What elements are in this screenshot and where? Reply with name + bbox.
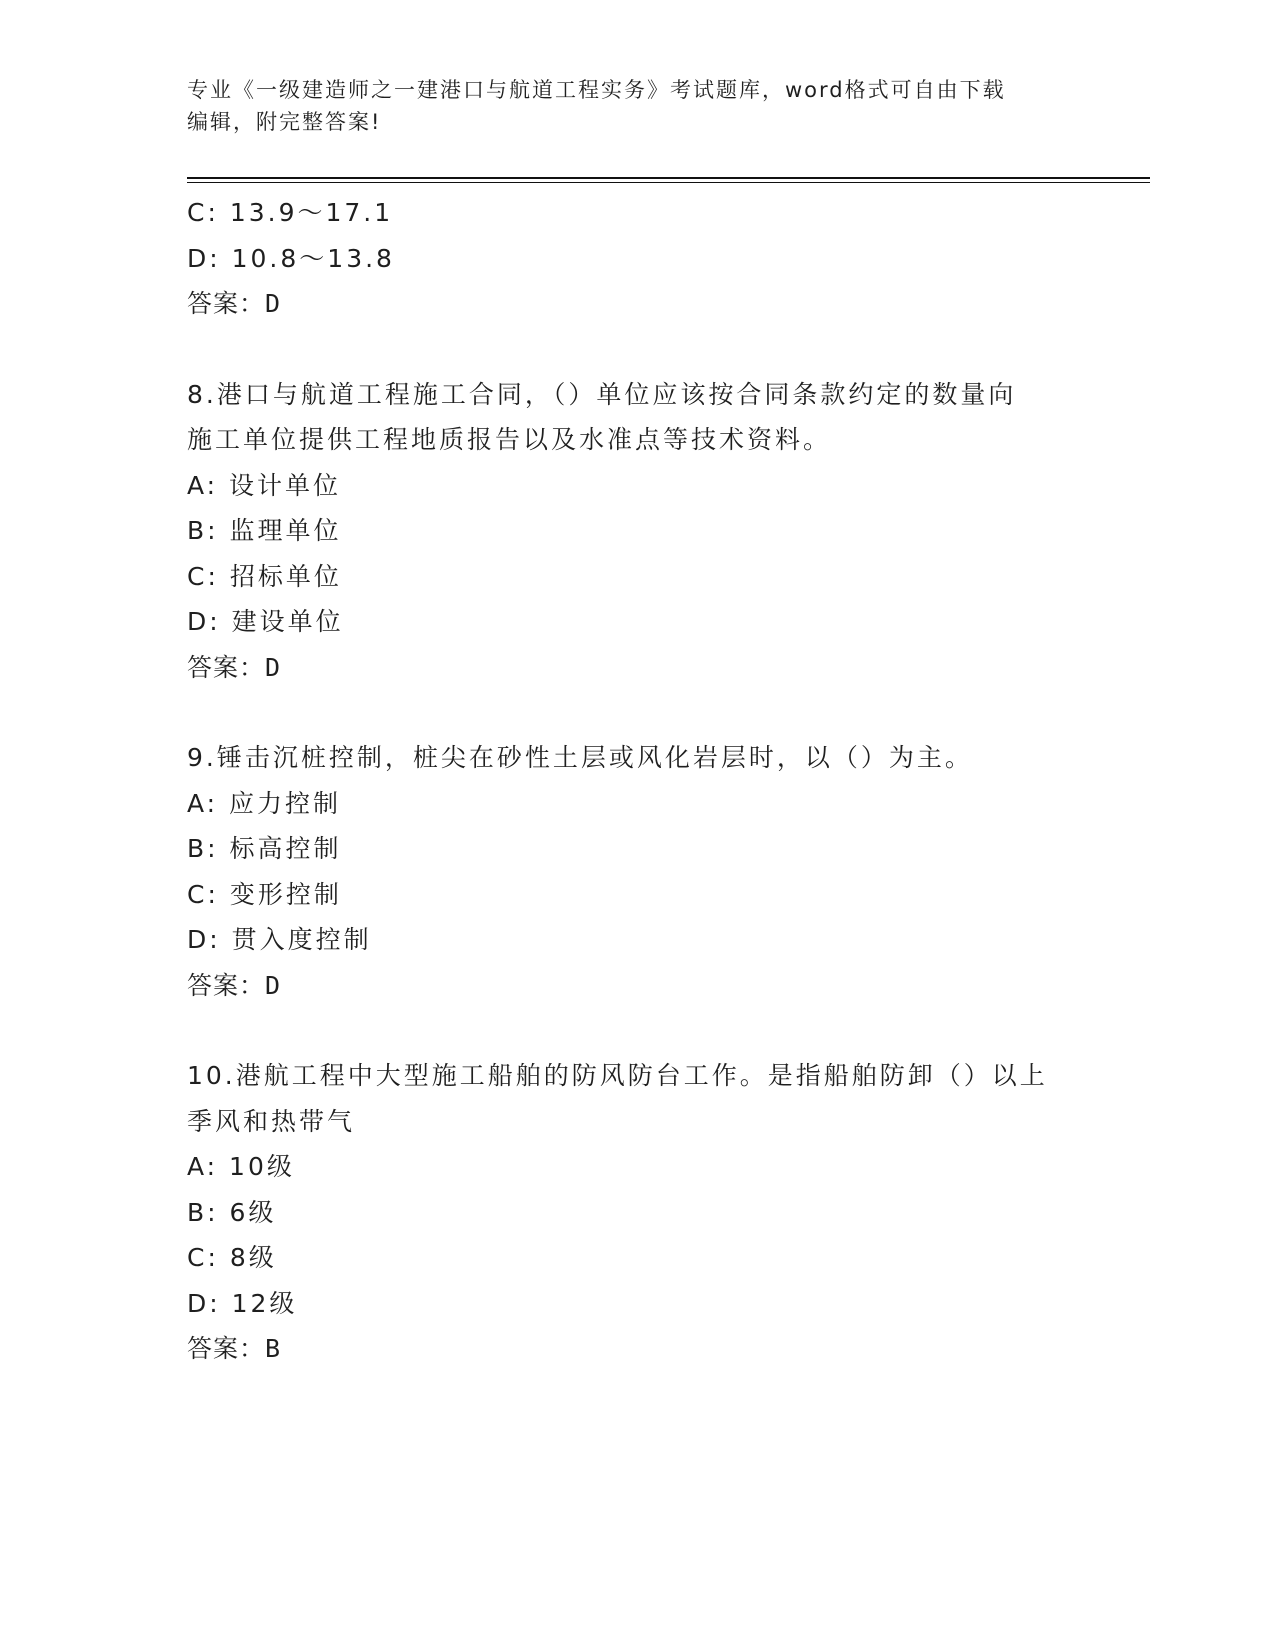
spacer [187, 1008, 1087, 1053]
answer-line: 答案：D [187, 652, 282, 682]
header-divider-thin [187, 182, 1150, 183]
question-stem: 9.锤击沉桩控制，桩尖在砂性土层或风化岩层时，以（）为主。 [187, 743, 973, 772]
answer-line: 答案：D [187, 289, 282, 318]
header-line: 专业《一级建造师之一建港口与航道工程实务》考试题库，word格式可自由下载 [187, 78, 1006, 102]
option-b: B: 监理单位 [187, 516, 342, 545]
answer-line: 答案：B [187, 1334, 282, 1363]
option-a: A: 设计单位 [187, 470, 342, 500]
spacer [187, 327, 1087, 372]
question-stem: 10.港航工程中大型施工船舶的防风防台工作。是指船舶防卸（）以上 [187, 1061, 1048, 1090]
question-stem: 季风和热带气 [187, 1106, 356, 1136]
header-divider-thick [187, 177, 1150, 179]
question-list [187, 190, 1087, 1372]
answer-line: 答案：D [187, 970, 282, 1000]
option-b: B: 6级 [187, 1197, 277, 1227]
option-d: D: 10.8～13.8 [187, 243, 395, 273]
question-block [187, 1053, 1087, 1372]
option-c: C: 8级 [187, 1243, 277, 1272]
header-line: 编辑，附完整答案! [187, 110, 382, 134]
document-header [187, 74, 1087, 138]
question-stem: 8.港口与航道工程施工合同，（）单位应该按合同条款约定的数量向 [187, 379, 1017, 409]
question-stem: 施工单位提供工程地质报告以及水准点等技术资料。 [187, 425, 832, 454]
question-block [187, 372, 1087, 691]
option-c: C: 13.9～17.1 [187, 198, 394, 227]
spacer [187, 690, 1087, 735]
option-a: A: 10级 [187, 1152, 295, 1181]
question-block [187, 735, 1087, 1008]
option-c: C: 变形控制 [187, 879, 342, 909]
option-a: A: 应力控制 [187, 788, 342, 818]
option-d: D: 12级 [187, 1288, 298, 1318]
option-c: C: 招标单位 [187, 561, 342, 591]
option-d: D: 建设单位 [187, 607, 344, 636]
option-b: B: 标高控制 [187, 834, 342, 863]
option-d: D: 贯入度控制 [187, 925, 372, 954]
question-block-previous [187, 190, 1087, 327]
